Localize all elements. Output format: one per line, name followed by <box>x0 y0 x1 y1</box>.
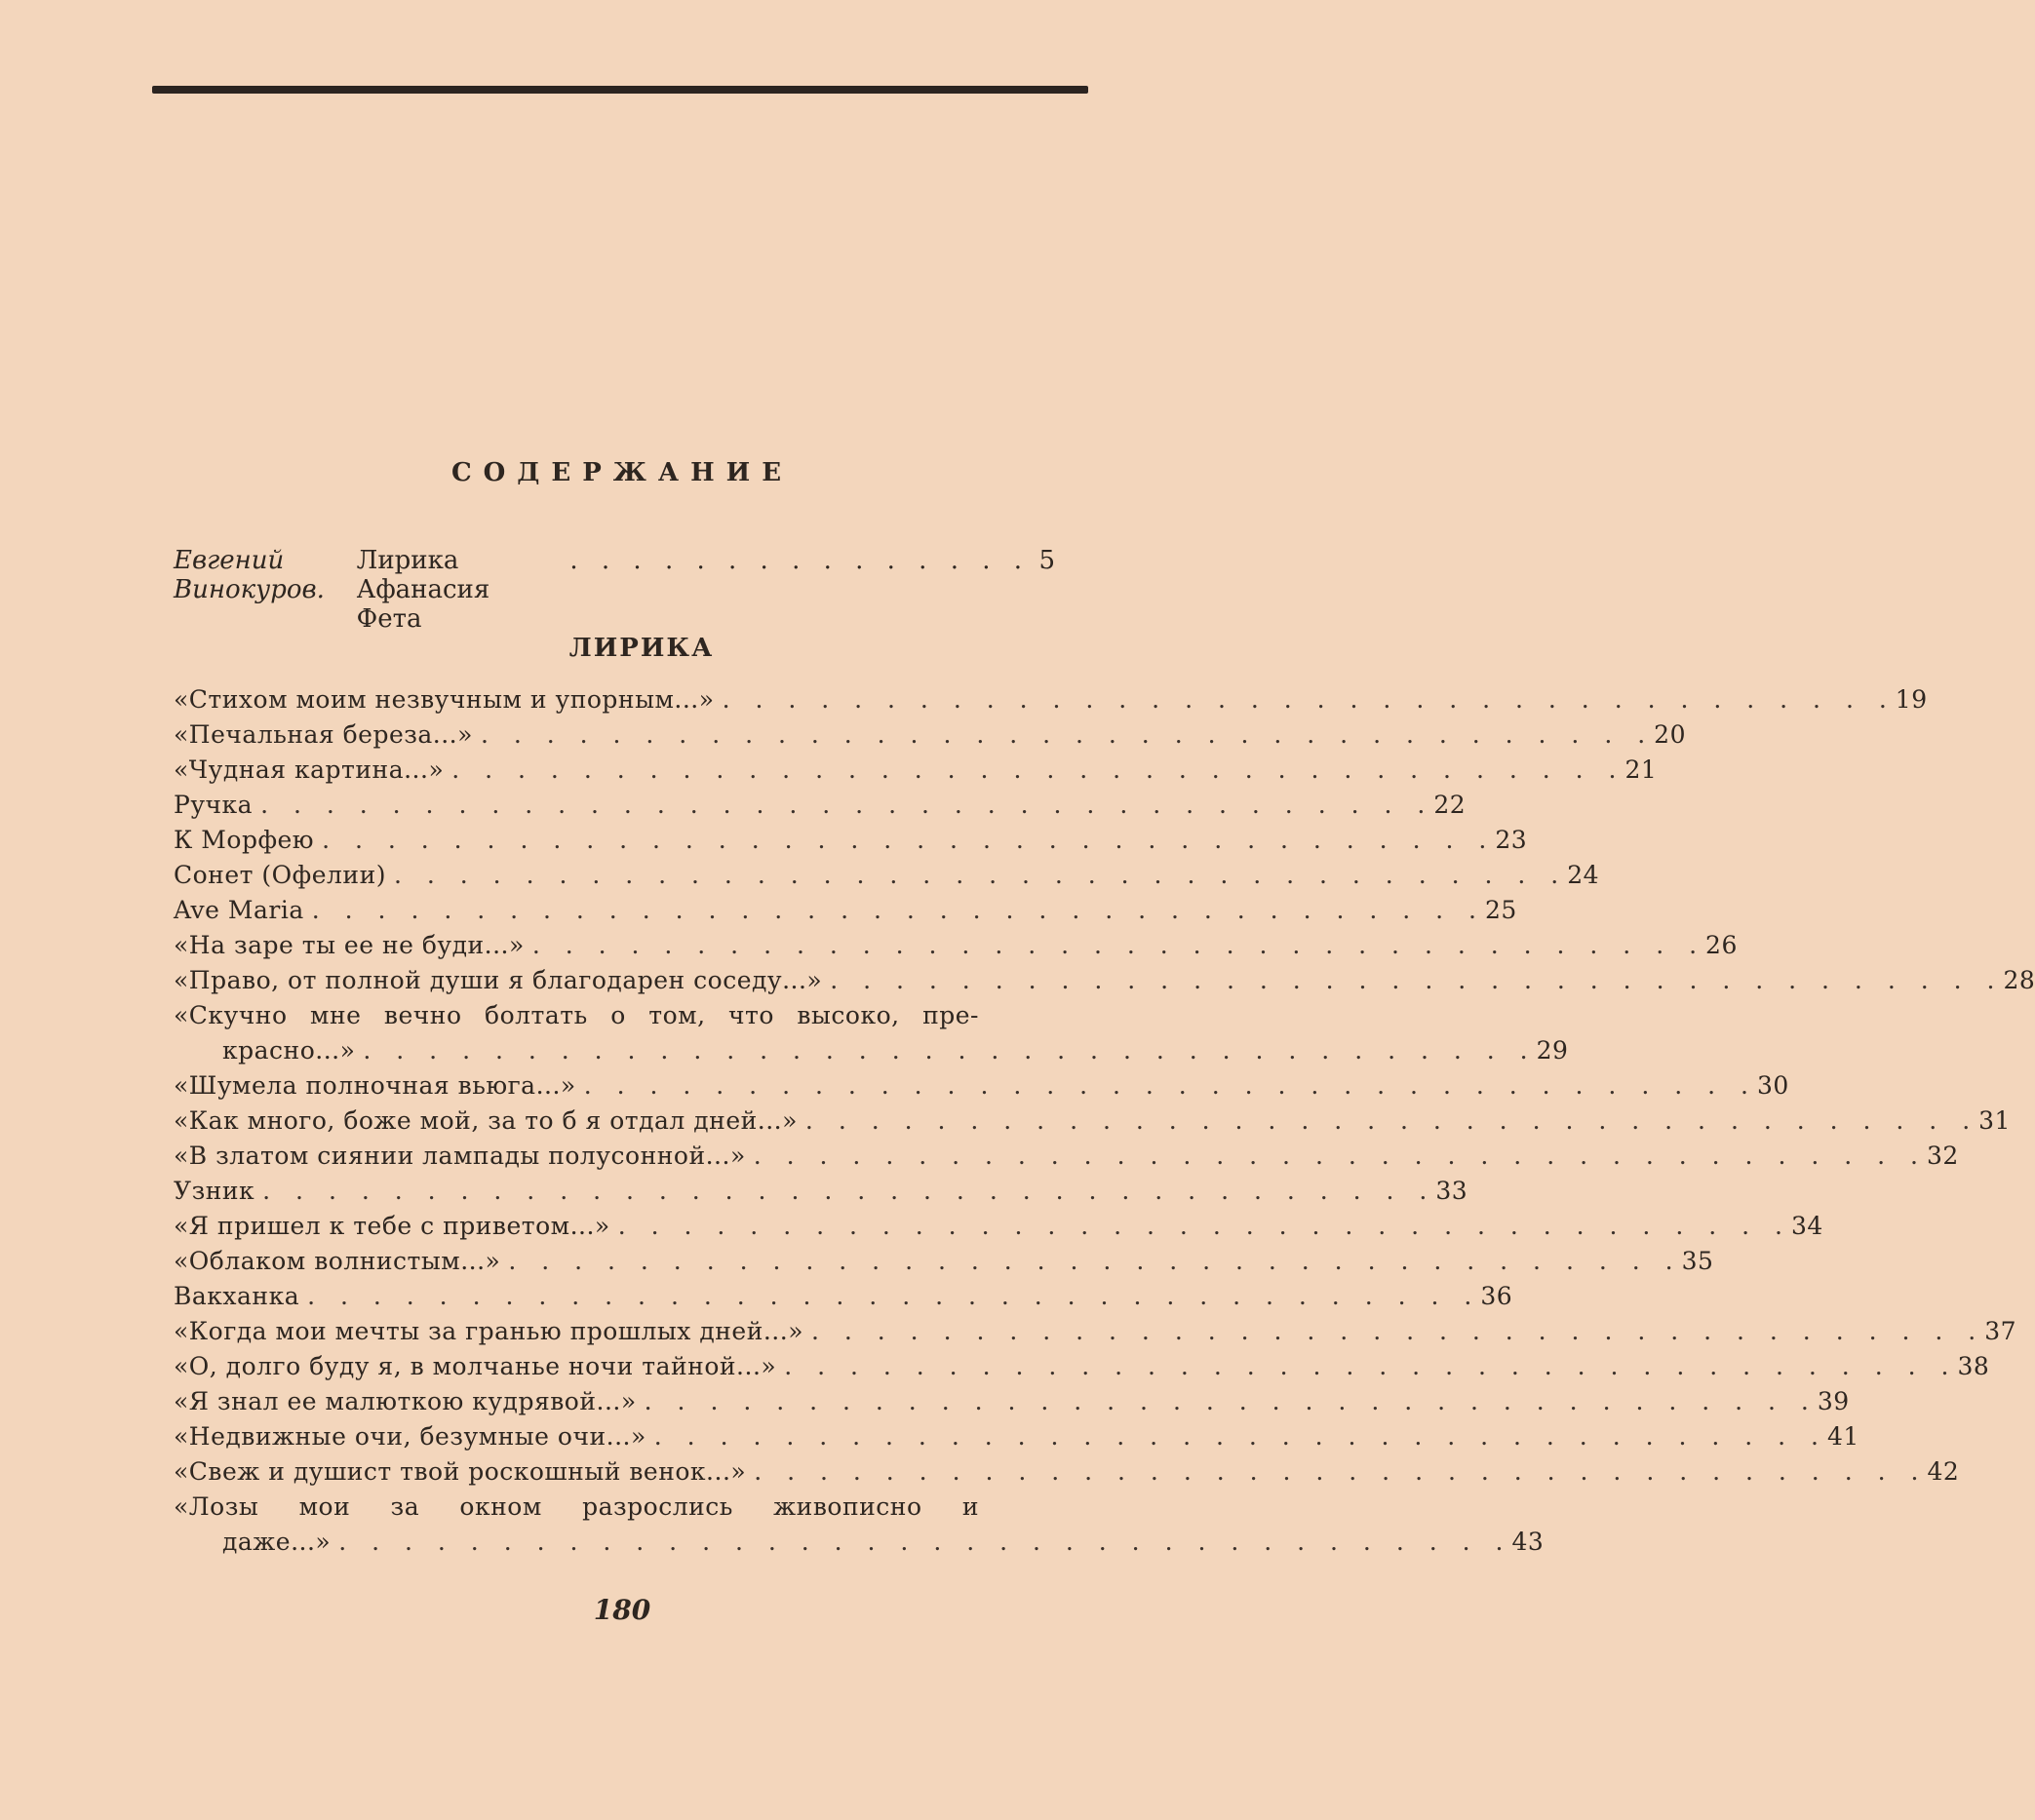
toc-entry-page: 20 <box>1654 720 1686 749</box>
leader-dots: . . . . . . . . . . . . . . . . . . . . . . . . . . . . . . . . . . . . <box>583 1071 1757 1100</box>
section-title: ЛИРИКА <box>568 634 715 663</box>
leader-dots: . . . . . . . . . . . . . . . . . . . . . . . . . . . . . . . . . . . . <box>830 966 2004 994</box>
toc-entry <box>174 682 1928 717</box>
toc-entry <box>174 1209 1823 1244</box>
leader-dots: . . . . . . . . . . . . . . . . . . . . . . . . . . . . . . . . . . . . <box>644 1387 1818 1415</box>
toc-entry-title: «На заре ты ее не буди...» <box>174 931 525 959</box>
leader-dots: . . . . . . . . . . . . . . . <box>569 546 1031 575</box>
toc-entry <box>174 1490 1055 1525</box>
toc-entry-page: 36 <box>1480 1282 1513 1310</box>
toc-entry <box>174 823 1528 858</box>
toc-entry-title: Вакханка <box>174 1282 300 1310</box>
toc-entry <box>174 753 1658 788</box>
leader-dots: . . . . . . . . . . . . . . . . . . . . . . . . . . . . . . . . . . . . <box>617 1212 1791 1240</box>
toc-entry-title: Сонет (Офелии) <box>174 861 386 889</box>
toc-entry <box>174 788 1467 823</box>
toc-entry-page: 19 <box>1895 685 1928 714</box>
leader-dots: . . . . . . . . . . . . . . . . . . . . . . . . . . . . . . . . . . . . <box>784 1352 1958 1380</box>
leader-dots: . . . . . . . . . . . . . . . . . . . . . . . . . . . . . . . . . . . . <box>338 1528 1512 1556</box>
toc-entry-title: «Я пришел к тебе с приветом...» <box>174 1212 610 1240</box>
toc-entry-title: Ручка <box>174 791 254 819</box>
intro-entry <box>174 546 1055 634</box>
toc-entry-page: 38 <box>1957 1352 1990 1380</box>
toc-entry-page: 21 <box>1624 755 1658 784</box>
toc-entry-title: «Шумела полночная вьюга...» <box>174 1071 576 1100</box>
toc-entry <box>174 1384 1850 1419</box>
toc-entry-page: 30 <box>1756 1071 1789 1100</box>
toc-entry <box>174 893 1517 928</box>
intro-author: Евгений Винокуров. <box>174 546 325 604</box>
toc-entry-page: 42 <box>1927 1457 1960 1486</box>
toc-list <box>174 682 2035 1560</box>
toc-entry <box>174 1419 1859 1454</box>
toc-entry-title: «Когда мои мечты за гранью прошлых дней...» <box>174 1317 803 1345</box>
toc-entry-page: 22 <box>1433 791 1467 819</box>
toc-entry-title: Узник <box>174 1177 255 1205</box>
toc-entry-page: 26 <box>1705 931 1738 959</box>
toc-entry-page: 39 <box>1817 1387 1850 1415</box>
toc-entry-title: Ave Maria <box>174 896 304 924</box>
toc-entry-page: 31 <box>1978 1106 2011 1135</box>
toc-entry-page: 34 <box>1790 1212 1823 1240</box>
toc-entry-page: 33 <box>1435 1177 1468 1205</box>
toc-entry-page: 24 <box>1567 861 1600 889</box>
leader-dots: . . . . . . . . . . . . . . . . . . . . . . . . . . . . . . . . . . . . <box>508 1247 1682 1275</box>
toc-entry <box>174 1279 1513 1314</box>
leader-dots: . . . . . . . . . . . . . . . . . . . . . . . . . . . . . . . . . . . . <box>811 1317 1985 1345</box>
toc-entry <box>174 1454 1960 1490</box>
toc-entry-page: 25 <box>1485 896 1517 924</box>
toc-entry <box>174 1104 2011 1139</box>
toc-entry-title: «В златом сиянии лампады полусонной...» <box>174 1142 746 1170</box>
toc-entry <box>174 1349 1990 1384</box>
toc-entry <box>174 998 1055 1033</box>
toc-entry-title: красно...» <box>222 1036 356 1065</box>
leader-dots: . . . . . . . . . . . . . . . . . . . . . . . . . . . . . . . . . . . . <box>262 1177 1436 1205</box>
toc-entry-title: «Как много, боже мой, за то б я отдал дней...» <box>174 1106 798 1135</box>
toc-entry-page: 43 <box>1511 1528 1545 1556</box>
toc-entry <box>174 858 1600 893</box>
leader-dots: . . . . . . . . . . . . . . . . . . . . . . . . . . . . . . . . . . . . <box>531 931 1706 959</box>
toc-entry-title: «Печальная береза...» <box>174 720 473 749</box>
leader-dots: . . . . . . . . . . . . . . . . . . . . . . . . . . . . . . . . . . . . <box>363 1036 1537 1065</box>
toc-entry-title: даже...» <box>222 1528 332 1556</box>
leader-dots: . . . . . . . . . . . . . . . . . . . . . . . . . . . . . . . . . . . . <box>754 1457 1928 1486</box>
toc-entry-title: «Облаком волнистым...» <box>174 1247 501 1275</box>
leader-dots: . . . . . . . . . . . . . . . . . . . . . . . . . . . . . . . . . . . . <box>311 896 1485 924</box>
leader-dots: . . . . . . . . . . . . . . . . . . . . . . . . . . . . . . . . . . . . <box>260 791 1434 819</box>
leader-dots: . . . . . . . . . . . . . . . . . . . . . . . . . . . . . . . . . . . . <box>451 755 1625 784</box>
toc-entry <box>174 1139 1959 1174</box>
toc-entry-title: «Недвижные очи, безумные очи...» <box>174 1422 646 1451</box>
toc-entry-title: «Право, от полной души я благодарен соседу...» <box>174 966 823 994</box>
leader-dots: . . . . . . . . . . . . . . . . . . . . . . . . . . . . . . . . . . . . <box>480 720 1655 749</box>
toc-entry-title: «Лозы мои за окном разрослись живописно и <box>174 1492 979 1521</box>
leader-dots: . . . . . . . . . . . . . . . . . . . . . . . . . . . . . . . . . . . . <box>322 826 1496 854</box>
intro-title: Лирика Афанасия Фета <box>356 546 490 634</box>
toc-entry-title: «О, долго буду я, в молчанье ночи тайной...» <box>174 1352 777 1380</box>
intro-page: 5 <box>1038 546 1055 575</box>
toc-entry <box>174 1525 1545 1560</box>
toc-entry-page: 28 <box>2003 966 2035 994</box>
toc-entry-title: «Скучно мне вечно болтать о том, что высоко, пре- <box>174 1001 979 1029</box>
contents-heading: СОДЕРЖАНИЕ <box>450 458 794 487</box>
leader-dots: . . . . . . . . . . . . . . . . . . . . . . . . . . . . . . . . . . . . <box>722 685 1896 714</box>
leader-dots: . . . . . . . . . . . . . . . . . . . . . . . . . . . . . . . . . . . . <box>653 1422 1828 1451</box>
toc-entry <box>174 717 1686 753</box>
toc-entry-title: К Морфею <box>174 826 315 854</box>
toc-entry-page: 37 <box>1984 1317 2017 1345</box>
toc-entry <box>174 1033 1569 1068</box>
toc-entry-title: «Свеж и душист твой роскошный венок...» <box>174 1457 747 1486</box>
toc-entry-page: 32 <box>1926 1142 1959 1170</box>
toc-entry <box>174 1314 2017 1349</box>
toc-entry-page: 41 <box>1827 1422 1859 1451</box>
leader-dots: . . . . . . . . . . . . . . . . . . . . . . . . . . . . . . . . . . . . <box>753 1142 1927 1170</box>
toc-entry <box>174 1244 1714 1279</box>
toc-entry <box>174 928 1738 963</box>
page-number: 180 <box>593 1594 651 1626</box>
toc-entry <box>174 1068 1789 1104</box>
leader-dots: . . . . . . . . . . . . . . . . . . . . . . . . . . . . . . . . . . . . <box>804 1106 1979 1135</box>
toc-entry-title: «Я знал ее малюткою кудрявой...» <box>174 1387 637 1415</box>
leader-dots: . . . . . . . . . . . . . . . . . . . . . . . . . . . . . . . . . . . . <box>307 1282 1481 1310</box>
toc-entry-page: 23 <box>1495 826 1528 854</box>
leader-dots: . . . . . . . . . . . . . . . . . . . . . . . . . . . . . . . . . . . . <box>394 861 1568 889</box>
toc-entry-page: 35 <box>1681 1247 1714 1275</box>
toc-entry <box>174 963 2035 998</box>
toc-entry-page: 29 <box>1536 1036 1569 1065</box>
toc-entry <box>174 1174 1468 1209</box>
toc-entry-title: «Стихом моим незвучным и упорным...» <box>174 685 715 714</box>
toc-entry-title: «Чудная картина...» <box>174 755 445 784</box>
top-rule <box>152 86 1088 94</box>
